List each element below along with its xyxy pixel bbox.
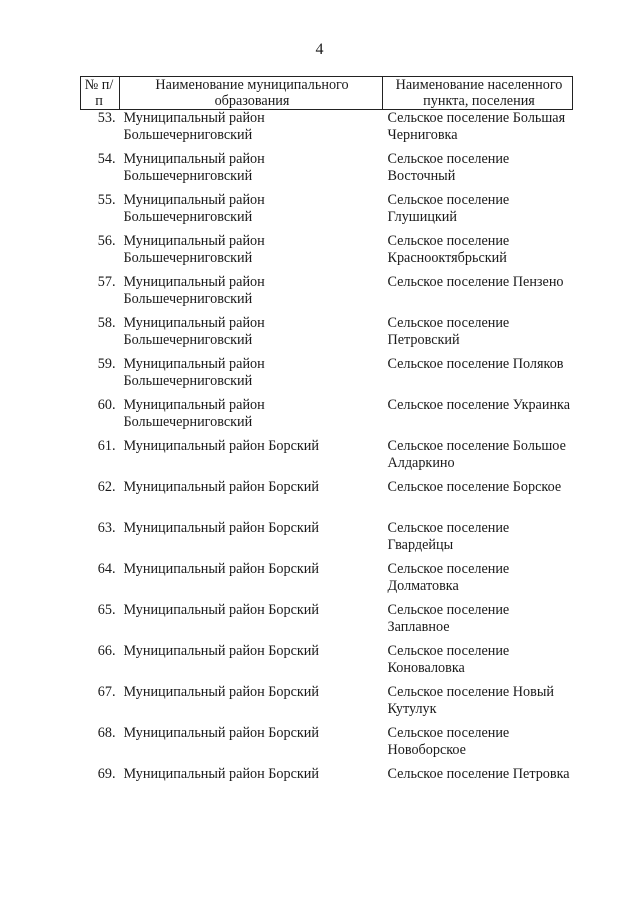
settlement-cell: Сельское поселение Большое Алдаркино: [387, 438, 566, 471]
row-number: 54.: [97, 151, 116, 167]
row-number: 66.: [97, 643, 116, 659]
row-number: 68.: [97, 725, 116, 741]
municipality-cell: Муниципальный район Большечерниговский: [123, 397, 265, 430]
table-row: [81, 766, 573, 807]
settlement-cell: Сельское поселение Коноваловка: [387, 643, 510, 676]
row-number: 59.: [97, 356, 116, 372]
table-row: [81, 602, 573, 643]
row-number: 67.: [97, 684, 116, 700]
settlement-cell: Сельское поселение Поляков: [387, 356, 564, 372]
table-row: [81, 684, 573, 725]
row-number: 65.: [97, 602, 116, 618]
row-number: 61.: [97, 438, 116, 454]
settlement-cell: Сельское поселение Новый Кутулук: [387, 684, 554, 717]
table-row: [81, 151, 573, 192]
municipality-cell: Муниципальный район Борский: [123, 725, 319, 741]
municipality-cell: Муниципальный район Большечерниговский: [123, 110, 265, 143]
settlement-cell: Сельское поселение Борское: [387, 479, 562, 495]
municipality-cell: Муниципальный район Большечерниговский: [123, 151, 265, 184]
row-number: 58.: [97, 315, 116, 331]
settlement-cell: Сельское поселение Долматовка: [387, 561, 510, 594]
table-row: [81, 315, 573, 356]
row-number: 60.: [97, 397, 116, 413]
row-number: 53.: [97, 110, 116, 126]
settlement-cell: Сельское поселение Заплавное: [387, 602, 510, 635]
municipality-cell: Муниципальный район Большечерниговский: [123, 192, 265, 225]
municipality-cell: Муниципальный район Большечерниговский: [123, 274, 265, 307]
settlement-cell: Сельское поселение Глушицкий: [387, 192, 510, 225]
table-row: [81, 397, 573, 438]
settlement-cell: Сельское поселение Украинка: [387, 397, 571, 413]
settlement-cell: Сельское поселение Большая Черниговка: [387, 110, 566, 143]
municipality-cell: Муниципальный район Борский: [123, 643, 319, 659]
settlement-cell: Сельское поселение Петровка: [387, 766, 570, 782]
municipality-cell: Муниципальный район Борский: [123, 684, 319, 700]
municipality-cell: Муниципальный район Большечерниговский: [123, 315, 265, 348]
settlement-cell: Сельское поселение Пензено: [387, 274, 564, 290]
municipality-cell: Муниципальный район Большечерниговский: [123, 233, 265, 266]
table-row: [81, 520, 573, 561]
table-row: [81, 233, 573, 274]
page-number: 4: [315, 41, 324, 58]
header-settlement: Наименование населенного пункта, поселения: [383, 77, 573, 110]
row-number: 64.: [97, 561, 116, 577]
municipality-cell: Муниципальный район Борский: [123, 766, 319, 782]
municipality-cell: Муниципальный район Борский: [123, 479, 319, 495]
settlements-table: [80, 76, 573, 807]
table-row: [81, 479, 573, 520]
settlement-cell: Сельское поселение Новоборское: [387, 725, 510, 758]
table-header: [81, 77, 573, 110]
settlement-cell: Сельское поселение Гвардейцы: [387, 520, 510, 553]
settlement-cell: Сельское поселение Восточный: [387, 151, 510, 184]
municipality-cell: Муниципальный район Большечерниговский: [123, 356, 265, 389]
table-row: [81, 561, 573, 602]
municipality-cell: Муниципальный район Борский: [123, 438, 319, 454]
municipality-cell: Муниципальный район Борский: [123, 520, 319, 536]
municipality-cell: Муниципальный район Борский: [123, 602, 319, 618]
row-number: 63.: [97, 520, 116, 536]
row-number: 62.: [97, 479, 116, 495]
row-number: 69.: [97, 766, 116, 782]
header-municipality: Наименование муниципального образования: [120, 77, 383, 110]
settlement-cell: Сельское поселение Петровский: [387, 315, 510, 348]
table-row: [81, 274, 573, 315]
table-row: [81, 725, 573, 766]
municipality-cell: Муниципальный район Борский: [123, 561, 319, 577]
table-row: [81, 438, 573, 479]
table-row: [81, 110, 573, 152]
table-row: [81, 643, 573, 684]
table-row: [81, 192, 573, 233]
settlement-cell: Сельское поселение Краснооктябрьский: [387, 233, 510, 266]
row-number: 56.: [97, 233, 116, 249]
header-row: [81, 77, 573, 110]
table-row: [81, 356, 573, 397]
row-number: 55.: [97, 192, 116, 208]
table-body: [81, 110, 573, 808]
header-num: № п/п: [81, 77, 120, 110]
row-number: 57.: [97, 274, 116, 290]
